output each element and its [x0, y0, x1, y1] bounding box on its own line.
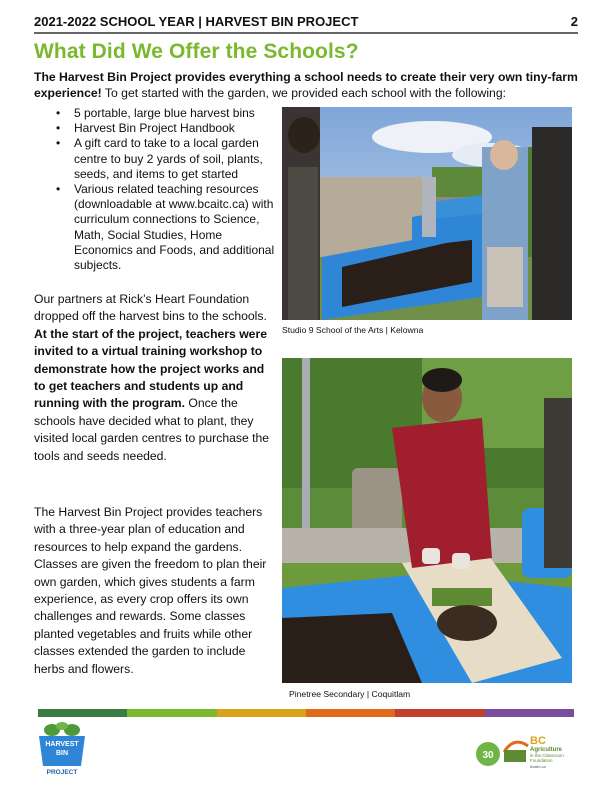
logo-bc: BC [530, 735, 546, 747]
logo-field [504, 750, 526, 762]
bullet-icon: • [56, 106, 61, 120]
logo-leaf [56, 722, 68, 730]
list-item-text: 5 portable, large blue harvest bins [74, 106, 255, 120]
list-item [56, 182, 276, 273]
logo-line: in the Classroom [530, 753, 564, 758]
intro-text: To get started with the garden, we provided each school with the following: [101, 86, 506, 100]
list-item-text: A gift card to take to a local garden centre to buy 2 yards of soil, plants, seeds, and items to get started [74, 136, 263, 181]
color-segment [395, 709, 484, 717]
three-year-plan-paragraph: The Harvest Bin Project provides teachers with a three-year plan of education and resources to help expand the gardens. Classes are given the freedom to plan their own garden, which gives students a farm experience, as every crop offers its own challenges and rewards. Some classes planted vegetables and fruits while other classes extended the garden to include herbs and flowers. [34, 505, 267, 676]
logo-line: Agriculture [530, 747, 563, 753]
logo-text-line: PROJECT [46, 769, 78, 776]
color-segment [217, 709, 306, 717]
footer-color-bar [38, 709, 574, 717]
bcaitc-logo [474, 730, 578, 776]
list-item-text: Various related teaching resources (downloadable at www.bcaitc.ca) with curriculum connections to Science, Math, Social Studies, Home Economics and Foods, and additional subjects. [74, 182, 275, 273]
list-item [56, 136, 276, 182]
logo-text-line: BIN [55, 750, 69, 757]
offer-list [34, 106, 276, 273]
logo-url: bcaitc.ca [530, 764, 546, 769]
logo-anniversary-number: 30 [482, 750, 494, 761]
partners-paragraph [34, 291, 278, 465]
photo-students-filling-bins [282, 107, 572, 320]
partners-text: Our partners at Rick’s Heart Foundation dropped off the harvest bins to the schools. [34, 292, 267, 324]
photo-students-illustration [282, 107, 572, 320]
photo2-caption: Pinetree Secondary | Coquitlam [289, 689, 411, 699]
list-item [56, 106, 276, 121]
bullet-icon: • [56, 136, 61, 151]
photo-planting-illustration [282, 358, 572, 683]
harvest-bin-project-logo [36, 722, 88, 777]
bullet-icon: • [56, 182, 61, 197]
color-segment [127, 709, 216, 717]
intro-paragraph [34, 69, 582, 101]
page-title: What Did We Offer the Schools? [34, 40, 359, 63]
page-number: 2 [570, 14, 578, 29]
logo-text-line: HARVEST [45, 741, 79, 748]
garden-centres-text: Once the schools have decided what to plant, they visited local garden centres to purchase the tools and seeds needed. [34, 396, 270, 463]
photo-student-planting [282, 358, 572, 683]
photo1-caption: Studio 9 School of the Arts | Kelowna [282, 325, 424, 335]
training-bold-text: At the start of the project, teachers were invited to a virtual training workshop to demonstrate how the project works and to get teachers and students up and running with the program. [34, 326, 267, 411]
list-item-text: Harvest Bin Project Handbook [74, 121, 235, 136]
intro-bold-text: The Harvest Bin Project provides everything a school needs to create their very own tiny-farm experience! [34, 70, 578, 100]
bullet-icon: • [56, 121, 61, 136]
header-title: 2021-2022 SCHOOL YEAR | HARVEST BIN PROJECT [34, 14, 359, 29]
color-segment [485, 709, 574, 717]
color-segment [306, 709, 395, 717]
page-header [34, 14, 578, 34]
color-segment [38, 709, 127, 717]
list-item [56, 121, 276, 136]
logo-line: Foundation [530, 758, 553, 763]
